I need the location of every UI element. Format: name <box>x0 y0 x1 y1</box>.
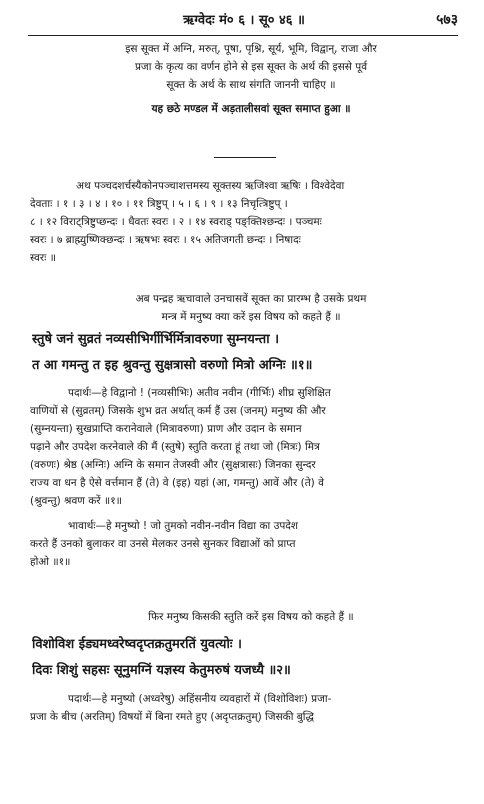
padartha-line: पढ़ाने और उपदेश करनेवाले की मैं (स्तुषे) स्तुति करता हूं तथा जो (मित्रः) मित्र <box>30 441 320 453</box>
prelude-line: अब पन्द्रह ऋचावाले उनचासवें सूक्त का प्रारम्भ है उसके प्रथम <box>135 293 367 305</box>
anukramani-block <box>30 177 458 267</box>
page-number: ५७३ <box>436 12 458 28</box>
padartha-1 <box>30 384 458 510</box>
padartha-line: राज्य वा धन है ऐसे वर्त्तमान हैं (ते) वे (इह) यहां (आ, गमन्तु) आवें और (ते) वे <box>30 477 324 489</box>
mantra-1 <box>32 327 458 379</box>
bhavartha-1 <box>30 517 458 571</box>
padartha-line: (सुम्नयन्ता) सुखप्राप्ति करानेवाले (मित्रावरुणा) प्राण और उदान के समान <box>30 423 302 435</box>
intro-line: इस सूक्त में अग्नि, मरुत्, पूषा, पृश्नि, सूर्य, भूमि, विद्वान्, राजा और <box>125 43 377 55</box>
bhavartha-line: करते हैं उनको बुलाकर वा उनसे मेलकर उनसे सुनकर विद्याओं को प्राप्त <box>30 538 296 550</box>
bhavartha-line: होओ ॥१॥ <box>30 556 71 568</box>
closing-note <box>44 100 458 118</box>
anukramani-line: ८ । १२ विराट्त्रिष्टुप्छन्दः । धैवतः स्वरः । २ । १४ स्वराड् पङ्क्तिश्छन्दः । पञ्चमः <box>30 216 322 228</box>
prelude-1 <box>44 290 458 326</box>
anukramani-line: स्वरः । ७ ब्राह्म्युष्णिक्छन्दः । ऋषभः स्वरः । १५ अतिजगती छन्दः । निषादः <box>30 234 301 246</box>
mantra-line: स्तुषे जनं सुव्रतं नव्यसीभिर्गीर्भिर्मित्रावरुणा सुम्नयन्ता । <box>32 332 280 347</box>
padartha-line: (वरुणः) श्रेष्ठ (अग्निः) अग्नि के समान तेजस्वी और (सुक्षत्रासः) जिनका सुन्दर <box>30 459 316 471</box>
header-rule <box>28 35 458 36</box>
mantra-line: दिवः शिशुं सहसः सूनुमग्निं यज्ञस्य केतुमरुषं यजध्यै ॥२॥ <box>32 663 291 678</box>
prelude-line: मन्त्र में मनुष्य क्या करें इस विषय को कहते हैं ॥ <box>161 311 341 323</box>
header-title: ऋग्वेदः मं० ६ । सू० ४६ ॥ <box>183 13 305 28</box>
closing-note-text: यह छठे मण्डल में अड़तालीसवां सूक्त समाप्त हुआ ॥ <box>151 103 351 115</box>
padartha-line: वाणियों से (सुव्रतम्) जिसके शुभ व्रत अर्थात् कर्म हैं उस (जनम्) मनुष्य की और <box>30 405 326 417</box>
mantra-line: विशोविश ईड्यमध्वरेष्वदृप्तक्रतुमरतिं युवत्योः । <box>32 637 242 652</box>
mantra-line: त आ गमन्तु त इह श्रुवन्तु सुक्षत्रासो वरुणो मित्रो अग्निः ॥१॥ <box>32 358 313 373</box>
prelude-2 <box>44 608 458 626</box>
section-divider <box>214 157 276 158</box>
anukramani-line: देवताः । १ । ३ । ४ । १० । ११ त्रिष्टुप् । ५ । ६ । ९ । १३ निचृत्त्रिष्टुप् । <box>30 198 288 210</box>
intro-paragraph <box>44 40 458 94</box>
padartha-line: पदार्थः—हे विद्वानो ! (नव्यसीभिः) अतीव नवीन (गीर्भिः) शीघ्र सुशिक्षित <box>68 387 331 399</box>
bhavartha-line: भावार्थः—हे मनुष्यो ! जो तुमको नवीन-नवीन विद्या का उपदेश <box>68 520 298 532</box>
padartha-line: प्रजा के बीच (अरतिम्) विषयों में बिना रमते हुए (अदृप्तक्रतुम्) जिसकी बुद्धि <box>30 711 314 723</box>
padartha-2 <box>30 690 458 726</box>
anukramani-line: स्वरः ॥ <box>30 252 56 264</box>
mantra-2 <box>32 632 458 684</box>
intro-line: सूक्त के अर्थ के साथ संगति जाननी चाहिए ॥ <box>166 79 336 91</box>
padartha-line: (श्रुवन्तु) श्रवण करें ॥१॥ <box>30 495 122 507</box>
anukramani-line: अथ पञ्चदशर्चस्यैकोनपञ्चाशत्तमस्य सूक्तस्य ऋजिश्वा ऋषिः । विश्वेदेवा <box>76 180 345 192</box>
prelude-line: फिर मनुष्य किसकी स्तुति करें इस विषय को कहते हैं ॥ <box>148 611 354 623</box>
padartha-line: पदार्थः—हे मनुष्यो (अध्वरेषु) अहिंसनीय व्यवहारों में (विशोविशः) प्रजा- <box>68 693 332 705</box>
intro-line: प्रजा के कृत्य का वर्णन होने से इस सूक्त के अर्थ की इससे पूर्व <box>134 61 368 73</box>
running-header <box>30 10 458 32</box>
